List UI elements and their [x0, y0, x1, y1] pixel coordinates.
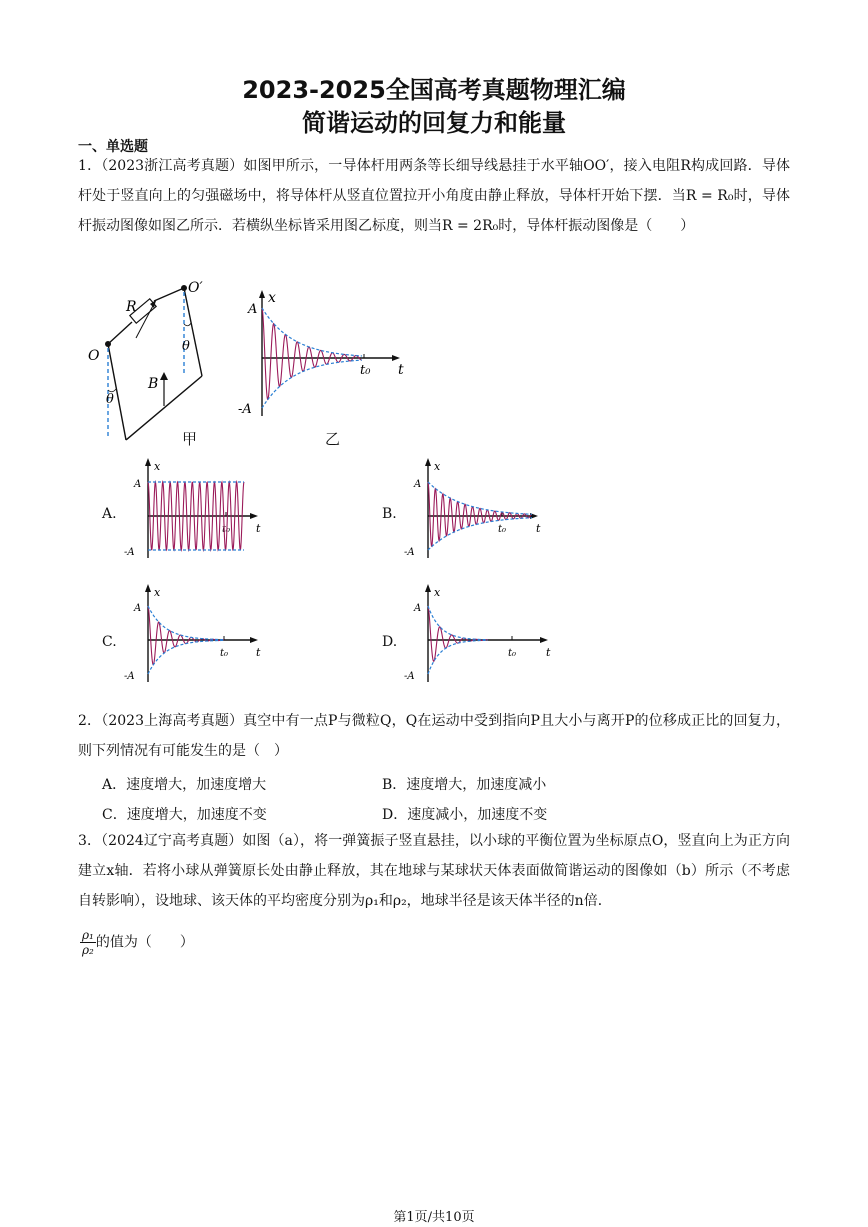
option-a-label[interactable]: A. — [102, 506, 117, 522]
option-a-graph[interactable] — [120, 458, 270, 568]
option-b-label[interactable]: B. — [382, 506, 397, 522]
envelope-lower — [148, 640, 224, 674]
figure-yi-graph — [236, 290, 406, 420]
label-t0: t₀ — [222, 524, 231, 535]
label-theta-left: θ — [106, 392, 114, 407]
label-neg-A: -A — [238, 402, 252, 417]
q2-option-b[interactable]: B．速度增大，加速度减小 — [382, 777, 547, 793]
label-A: A — [414, 603, 422, 614]
oscillation-curve — [148, 606, 224, 665]
x-axis-arrow — [250, 513, 258, 519]
x-axis-arrow — [540, 637, 548, 643]
figure-jia-apparatus — [84, 278, 214, 448]
label-A: A — [134, 603, 142, 614]
oscillation-curve — [428, 606, 488, 661]
page-title: 2023-2025全国高考真题物理汇编 — [242, 76, 626, 104]
question-2-text: 2．（2023上海高考真题）真空中有一点P与微粒Q，Q在运动中受到指向P且大小与离开P的位移成正比的回复力，则下列情况有可能发生的是（ ） — [78, 713, 790, 759]
label-R: R — [126, 299, 137, 315]
label-t0: t₀ — [220, 648, 229, 659]
envelope-upper — [262, 308, 362, 356]
x-axis-arrow — [250, 637, 258, 643]
label-t: t — [398, 362, 404, 378]
envelope-lower — [428, 640, 488, 674]
envelope-lower — [428, 518, 532, 550]
label-x: x — [154, 460, 161, 473]
label-A: A — [248, 302, 258, 317]
question-3-text: 3．（2024辽宁高考真题）如图（a），将一弹簧振子竖直悬挂，以小球的平衡位置为坐标原点O，竖直向上为正方向建立x轴．若将小球从弹簧原长处由静止释放，其在地球与某球状天体表面做简谐运动的图像如（b）所示（不考虑自转影响），设地球、该天体的平均密度分别为ρ₁和ρ₂，地球半径是该天体半径的n倍． — [78, 833, 790, 909]
option-d-graph[interactable] — [402, 584, 552, 694]
y-axis-arrow — [145, 458, 151, 466]
label-B: B — [148, 376, 159, 392]
section-heading: 一、单选题 — [78, 139, 148, 155]
label-A: A — [414, 479, 422, 490]
label-neg-A: -A — [124, 671, 135, 682]
oscillation-curve — [262, 308, 362, 399]
label-x: x — [154, 586, 161, 599]
fraction-denominator: ρ₂ — [82, 943, 94, 957]
label-O-prime: O′ — [188, 280, 203, 296]
label-neg-A: -A — [404, 671, 415, 682]
label-neg-A: -A — [404, 547, 415, 558]
label-neg-A: -A — [124, 547, 135, 558]
label-O: O — [88, 348, 100, 364]
option-b-graph[interactable] — [402, 458, 552, 568]
option-c-label[interactable]: C. — [102, 634, 117, 650]
fraction-numerator: ρ₁ — [82, 928, 94, 942]
envelope-upper — [148, 606, 224, 640]
label-A: A — [134, 479, 142, 490]
label-t0: t₀ — [508, 648, 517, 659]
figure-yi-caption: 乙 — [325, 430, 341, 448]
label-t: t — [256, 646, 261, 659]
label-x: x — [434, 460, 441, 473]
q3-fraction-line — [80, 928, 194, 957]
y-axis-arrow — [425, 458, 431, 466]
y-axis-arrow — [259, 290, 265, 298]
label-t: t — [536, 522, 541, 535]
label-t: t — [546, 646, 551, 659]
label-t: t — [256, 522, 261, 535]
page-subtitle: 简谐运动的回复力和能量 — [302, 109, 566, 137]
question-1-text: 1．（2023浙江高考真题）如图甲所示，一导体杆用两条等长细导线悬挂于水平轴OO′，接入电阻R构成回路．导体杆处于竖直向上的匀强磁场中，将导体杆从竖直位置拉开小角度由静止释放，导体杆开始下摆．当R = R₀时，导体杆振动图像如图乙所示．若横纵坐标皆采用图乙标度，则当R = 2R₀时，导体杆振动图像是（ ） — [78, 158, 790, 234]
q2-option-d[interactable]: D．速度减小，加速度不变 — [382, 807, 548, 823]
label-t0: t₀ — [498, 524, 507, 535]
figure-jia-caption: 甲 — [182, 430, 198, 448]
q2-option-a[interactable]: A．速度增大，加速度增大 — [102, 777, 267, 793]
label-x: x — [434, 586, 441, 599]
rho-ratio-fraction — [80, 928, 96, 957]
oscillation-curve — [428, 482, 532, 546]
label-theta-right: θ — [182, 339, 190, 354]
q2-option-c[interactable]: C．速度增大，加速度不变 — [102, 807, 267, 823]
label-t0: t₀ — [360, 363, 371, 378]
page-footer: 第1页/共10页 — [393, 1210, 475, 1225]
option-d-label[interactable]: D. — [382, 634, 398, 650]
y-axis-arrow — [145, 584, 151, 592]
label-x: x — [268, 290, 276, 306]
x-axis-arrow — [392, 355, 400, 361]
y-axis-arrow — [425, 584, 431, 592]
q3-suffix: 的值为（ ） — [95, 934, 194, 951]
option-c-graph[interactable] — [120, 584, 270, 694]
envelope-upper — [428, 606, 488, 640]
